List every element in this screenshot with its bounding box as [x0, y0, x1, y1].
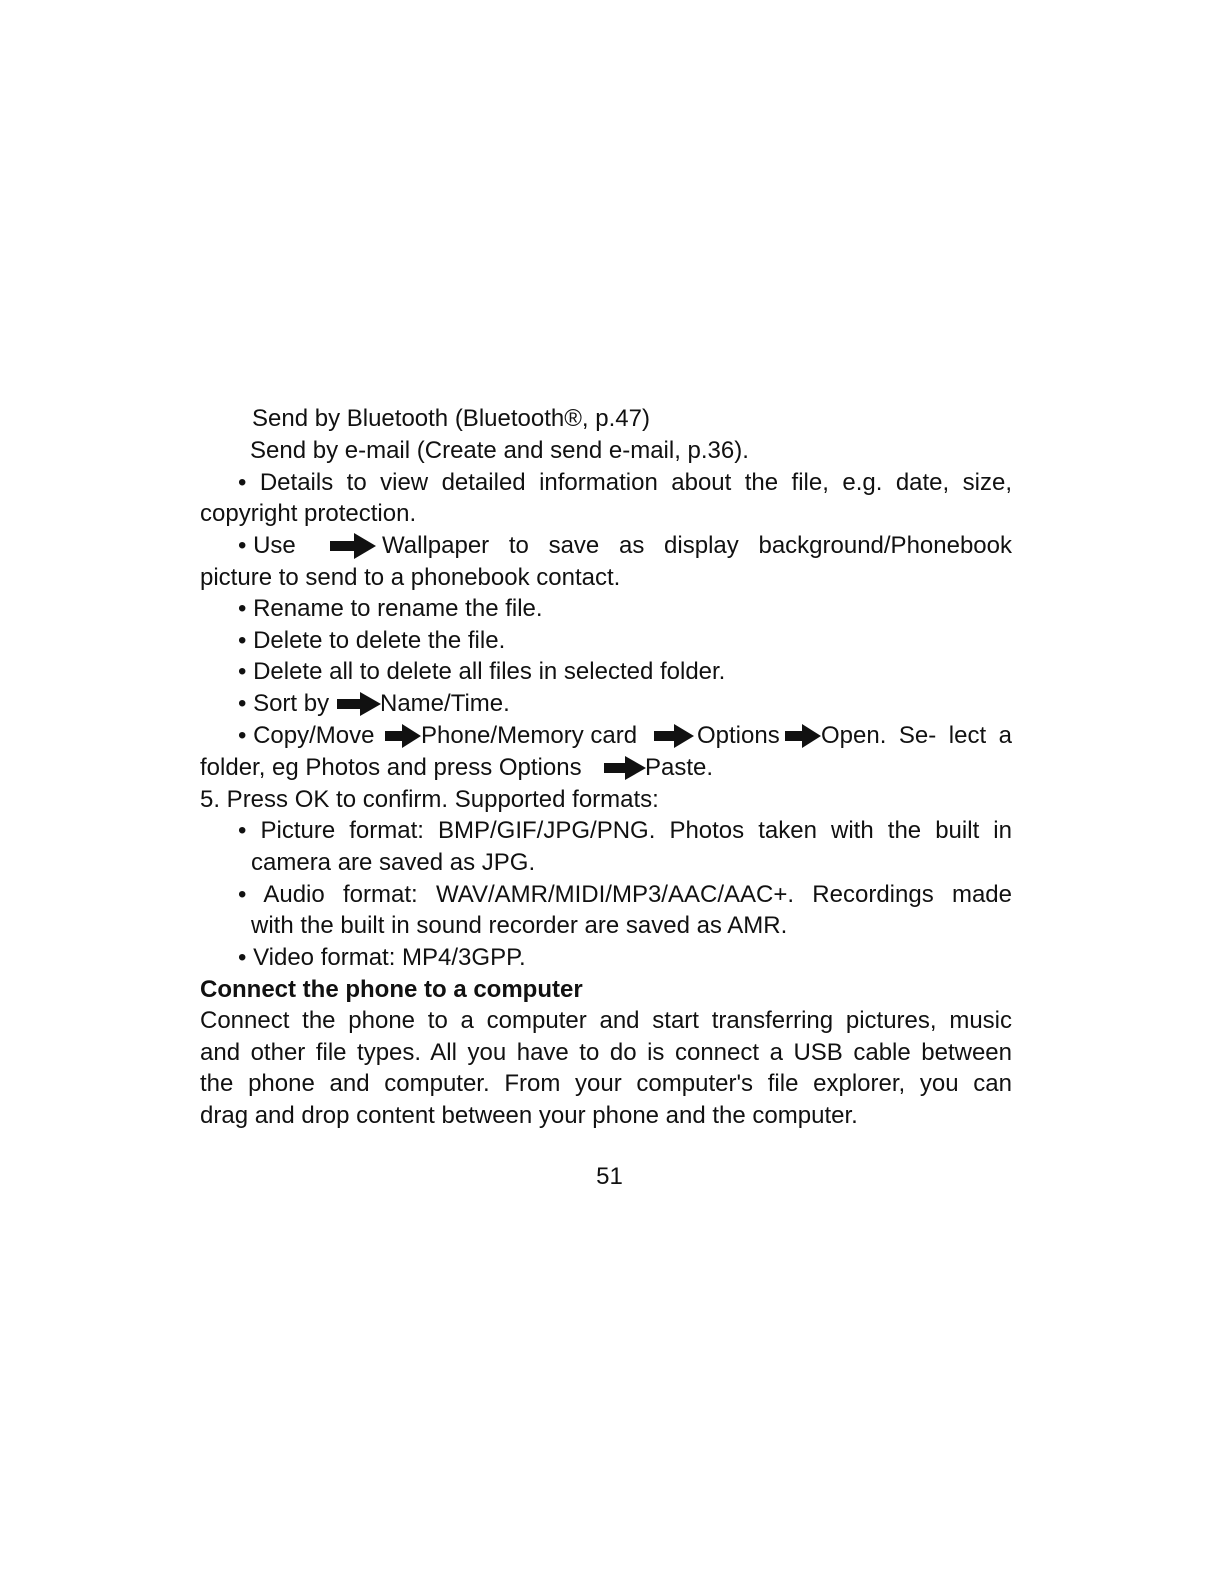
paste-label: Paste.	[645, 754, 714, 781]
arrow-right-icon	[604, 756, 646, 780]
bullet-picture-format: • Picture format: BMP/GIF/JPG/PNG. Photos taken with the built in	[238, 817, 1012, 844]
arrow-right-icon	[654, 724, 694, 748]
copy-move-cont: folder, eg Photos and press Options	[200, 754, 582, 781]
paragraph-line: Connect the phone to a computer and start transferring pictures, music	[200, 1007, 1012, 1034]
step-5: 5. Press OK to confirm. Supported formats:	[200, 786, 659, 813]
arrow-right-icon	[385, 724, 421, 748]
menu-option-send-bluetooth: Send by Bluetooth (Bluetooth®, p.47)	[252, 405, 650, 432]
bullet-details-cont: copyright protection.	[200, 500, 417, 527]
bullet-video-format: • Video format: MP4/3GPP.	[238, 944, 526, 971]
arrow-right-icon	[337, 692, 381, 716]
section-heading: Connect the phone to a computer	[200, 976, 583, 1003]
menu-option-send-email: Send by e-mail (Create and send e-mail, p.36).	[250, 437, 749, 464]
paragraph-line: the phone and computer. From your computer's file explorer, you can	[200, 1070, 1012, 1097]
bullet-audio-format-cont: with the built in sound recorder are saved as AMR.	[251, 912, 788, 939]
bullet-copy-move: • Copy/Move	[238, 722, 375, 749]
bullet-delete: • Delete to delete the file.	[238, 627, 506, 654]
bullet-use-start: • Use	[238, 532, 296, 559]
bullet-details: • Details to view detailed information about the file, e.g. date, size,	[238, 469, 1012, 496]
copy-move-open: Open. Se- lect a	[821, 722, 1012, 749]
copy-move-options: Options	[697, 722, 780, 749]
bullet-rename: • Rename to rename the file.	[238, 595, 543, 622]
sort-options: Name/Time.	[380, 690, 510, 717]
bullet-sort-by: • Sort by	[238, 690, 330, 717]
bullet-audio-format: • Audio format: WAV/AMR/MIDI/MP3/AAC/AAC+. Recordings made	[238, 881, 1012, 908]
bullet-picture-format-cont: camera are saved as JPG.	[251, 849, 536, 876]
paragraph-line: and other file types. All you have to do is connect a USB cable between	[200, 1039, 1012, 1066]
paragraph-line: drag and drop content between your phone and the computer.	[200, 1102, 858, 1129]
arrow-right-icon	[785, 724, 821, 748]
arrow-right-icon	[330, 533, 376, 559]
copy-move-target: Phone/Memory card	[421, 722, 638, 749]
bullet-use-cont: picture to send to a phonebook contact.	[200, 564, 621, 591]
bullet-use-wallpaper: Wallpaper to save as display background/Phonebook	[382, 532, 1012, 559]
bullet-delete-all: • Delete all to delete all files in selected folder.	[238, 658, 726, 685]
page-number: 51	[596, 1163, 623, 1190]
